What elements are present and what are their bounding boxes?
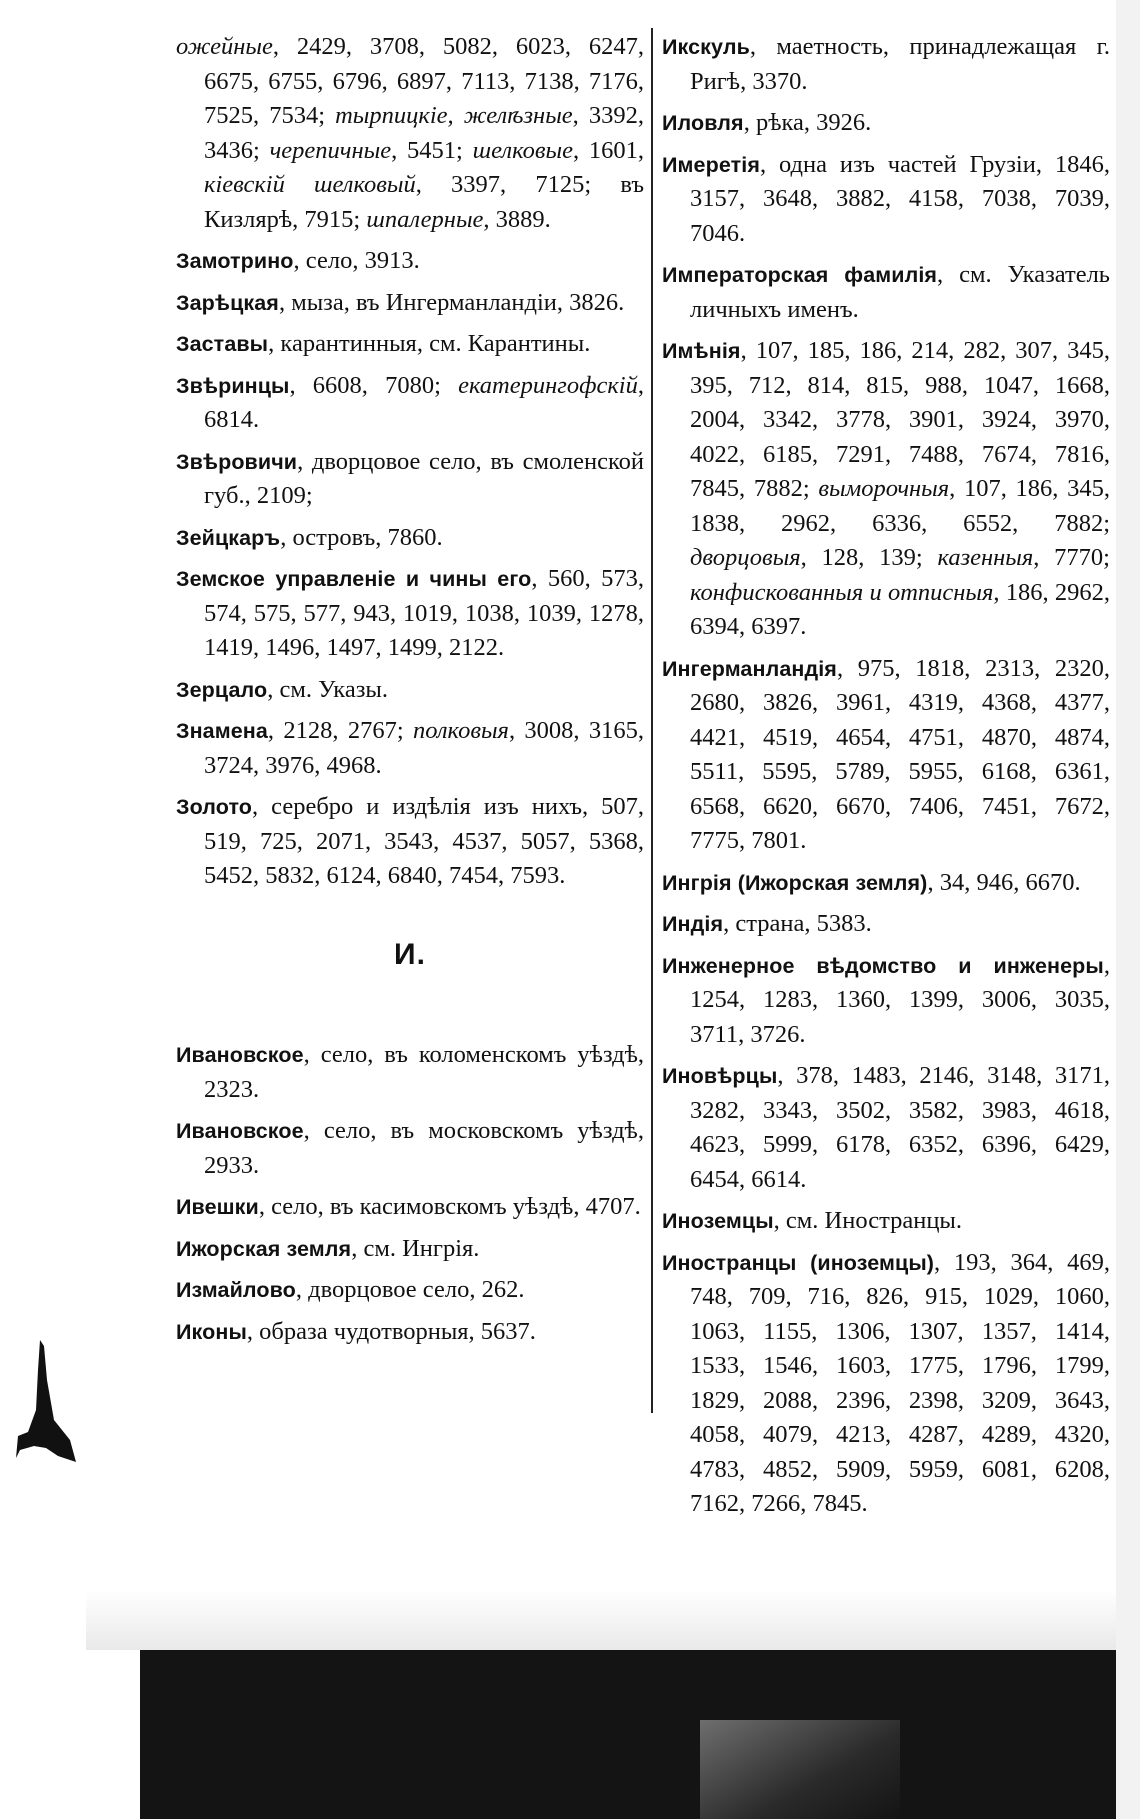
entry-headword: Инженерное вѣдомство и инженеры xyxy=(662,953,1104,978)
entry-headword: Икскуль xyxy=(662,35,750,59)
entry-references: , дворцовое село, 262. xyxy=(295,1276,525,1303)
entry-subterm: шпалерные xyxy=(366,205,484,233)
entry-references: , образа чудотворныя, 5637. xyxy=(246,1317,536,1345)
page-bottom-edge xyxy=(86,1590,1116,1650)
right-column xyxy=(662,30,1110,1529)
entry-subterm: черепичные xyxy=(269,136,392,164)
entry-headword: Заставы xyxy=(176,332,269,356)
entry-headword: Зарѣцкая xyxy=(176,290,279,315)
index-entry xyxy=(176,1114,644,1183)
entry-subterm: шелковые xyxy=(472,136,573,164)
entry-references: , см. Указатель личныхъ именъ. xyxy=(690,261,1110,323)
entry-subterm: ожейные xyxy=(176,33,273,60)
right-entries xyxy=(662,30,1110,1522)
index-entry xyxy=(176,714,644,783)
index-entry xyxy=(662,907,1110,942)
entry-headword: Знамена xyxy=(176,719,268,743)
entry-references: , дворцовое село, въ смоленской губ., 2109; xyxy=(204,447,644,509)
entry-references: , маетность, принадлежащая г. Ригѣ, 3370. xyxy=(690,33,1110,95)
entry-headword: Имеретiя xyxy=(662,152,760,177)
entry-references: , 193, 364, 469, 748, 709, 716, 826, 915, 1029, 1060, 1063, 1155, 1306, 1307, 1357, 1414, 1533, 1546, 1603, 1775, 1796, 1799, 1829, 2088, 2396, 2398, 3209, 3643, 4058, 4079, 4213, 4287, 4289, 4320, 4783, 4852, 5909, 5959, 6081, 6208, 7162, 7266, 7845. xyxy=(690,1248,1110,1517)
entry-subterm: конфискованныя и отписныя xyxy=(690,578,994,606)
index-entry xyxy=(662,949,1110,1053)
entry-references: , село, въ московскомъ уѣздѣ, 2933. xyxy=(204,1117,644,1179)
entry-references: , 6814. xyxy=(204,371,644,433)
index-entry xyxy=(176,1315,644,1350)
entry-headword: Ижорская земля xyxy=(176,1236,352,1261)
entry-headword: Иконы xyxy=(176,1319,247,1344)
entry-references: , 3397, 7125; въ Кизлярѣ, 7915; xyxy=(204,171,644,233)
entry-headword: Зерцало xyxy=(176,677,268,702)
entry-references: , 107, 185, 186, 214, 282, 307, 345, 395, 712, 814, 815, 988, 1047, 1668, 2004, 3342, 3778, 3901, 3924, 3970, 4022, 6185, 7291, 7488, 7674, 7816, 7845, 7882; xyxy=(690,337,1110,502)
entry-references: , 128, 139; xyxy=(800,544,938,571)
index-entry xyxy=(176,327,644,362)
entry-references: , 1254, 1283, 1360, 1399, 3006, 3035, 3711, 3726. xyxy=(690,951,1110,1048)
entry-references: , серебро и издѣлiя изъ нихъ, 507, 519, 725, 2071, 3543, 4537, 5057, 5368, 5452, 5832, 6124, 6840, 7454, 7593. xyxy=(204,793,644,889)
entry-references: , 378, 1483, 2146, 3148, 3171, 3282, 3343, 3502, 3582, 3983, 4618, 4623, 5999, 6178, 6352, 6396, 6429, 6454, 6614. xyxy=(690,1062,1110,1193)
index-entry xyxy=(176,244,644,279)
entry-headword: Звѣровичи xyxy=(176,449,298,474)
entry-references: , одна изъ частей Грузiи, 1846, 3157, 3648, 3882, 4158, 7038, 7039, 7046. xyxy=(690,150,1110,247)
entry-references: , страна, 5383. xyxy=(723,910,872,937)
entry-headword: Иноземцы xyxy=(662,1209,774,1233)
left-entries-after xyxy=(176,1038,644,1349)
entry-references: , 3889. xyxy=(483,205,551,233)
entry-references: , 3008, 3165, 3724, 3976, 4968. xyxy=(204,717,644,779)
section-letter: И. xyxy=(394,937,426,971)
index-entry xyxy=(176,1038,644,1107)
entry-subterm: выморочныя xyxy=(818,475,950,502)
entry-headword: Индiя xyxy=(662,912,724,936)
index-entry xyxy=(176,30,644,237)
entry-references: , мыза, въ Ингерманландiи, 3826. xyxy=(278,288,625,316)
index-entry xyxy=(662,1204,1110,1239)
entry-references: , 3392, 3436; xyxy=(204,102,644,164)
entry-references: , 186, 2962, 6394, 6397. xyxy=(690,578,1110,640)
entry-headword: Измайлово xyxy=(176,1278,296,1302)
entry-references: , село, въ касимовскомъ уѣздѣ, 4707. xyxy=(258,1193,641,1220)
entry-references: , 1601, xyxy=(572,136,645,164)
left-column xyxy=(176,30,644,1356)
entry-headword: Ивановское xyxy=(176,1119,304,1143)
entry-references: , село, 3913. xyxy=(293,247,420,274)
entry-subterm: полковыя xyxy=(412,717,509,744)
entry-headword: Иловля xyxy=(662,111,744,135)
entry-headword: Зейцкаръ xyxy=(176,525,281,550)
index-entry xyxy=(662,334,1110,645)
entry-references: , 7770; xyxy=(1033,544,1110,571)
entry-references: , 5451; xyxy=(391,136,473,164)
entry-subterm: тырпицкie, желѣзные xyxy=(335,102,573,129)
index-entry xyxy=(662,866,1110,901)
index-entry xyxy=(176,369,644,438)
right-gutter xyxy=(1116,0,1140,1819)
entry-references: , см. Указы. xyxy=(267,675,388,703)
index-entry xyxy=(176,1232,644,1267)
column-divider xyxy=(651,28,653,1413)
index-entry xyxy=(176,521,644,556)
entry-subterm: екатерингофскiй xyxy=(458,371,638,399)
entry-subterm: дворцовыя xyxy=(690,544,801,571)
entry-headword: Золото xyxy=(176,795,253,819)
entry-headword: Звѣринцы xyxy=(176,373,290,398)
entry-subterm: казенныя xyxy=(937,544,1034,571)
index-entry xyxy=(176,1190,644,1225)
entry-headword: Иностранцы (иноземцы) xyxy=(662,1250,935,1275)
entry-references: , 34, 946, 6670. xyxy=(927,868,1081,896)
index-entry xyxy=(176,286,644,321)
entry-headword: Императорская фамилiя xyxy=(662,263,938,287)
index-entry xyxy=(176,1273,644,1308)
entry-headword: Замотрино xyxy=(176,249,294,273)
left-entries xyxy=(176,30,644,894)
index-entry xyxy=(176,445,644,514)
entry-references: , 6608, 7080; xyxy=(289,371,459,399)
entry-references: , 2429, 3708, 5082, 6023, 6247, 6675, 6755, 6796, 6897, 7113, 7138, 7176, 7525, 7534; xyxy=(204,33,644,129)
entry-references: , см. Ингрiя. xyxy=(351,1234,480,1262)
entry-references: , 2128, 2767; xyxy=(267,717,413,744)
entry-headword: Иновѣрцы xyxy=(662,1064,778,1088)
entry-headword: Ингерманландiя xyxy=(662,656,837,681)
index-entry xyxy=(662,652,1110,859)
entry-headword: Имѣнiя xyxy=(662,339,741,363)
entry-headword: Земское управленiе и чины его xyxy=(176,567,532,591)
page-fold-shadow xyxy=(700,1720,900,1819)
entry-references: , 560, 573, 574, 575, 577, 943, 1019, 1038, 1039, 1278, 1419, 1496, 1497, 1499, 2122. xyxy=(204,565,644,661)
index-entry xyxy=(662,30,1110,99)
entry-references: , 975, 1818, 2313, 2320, 2680, 3826, 3961, 4319, 4368, 4377, 4421, 4519, 4654, 4751, 4870, 4874, 5511, 5595, 5789, 5955, 6168, 6361, 6568, 6620, 6670, 7406, 7451, 7672, 7775, 7801. xyxy=(690,654,1110,854)
entry-references: , островъ, 7860. xyxy=(280,523,443,551)
index-entry xyxy=(662,1059,1110,1197)
index-entry xyxy=(662,148,1110,252)
index-entry xyxy=(662,106,1110,141)
entry-headword: Ивановское xyxy=(176,1043,304,1067)
scan-artifact-mark xyxy=(14,1340,84,1470)
index-entry xyxy=(176,673,644,708)
entry-headword: Ингрiя (Ижорская земля) xyxy=(662,870,928,895)
entry-subterm: кiевскiй шелковый xyxy=(204,171,416,198)
index-entry xyxy=(662,258,1110,327)
entry-references: , карантинныя, см. Карантины. xyxy=(268,330,591,357)
entry-references: , рѣка, 3926. xyxy=(743,109,872,136)
index-entry xyxy=(176,562,644,666)
entry-references: , село, въ коломенскомъ уѣздѣ, 2323. xyxy=(204,1041,644,1103)
entry-headword: Ивешки xyxy=(176,1195,259,1219)
entry-references: , см. Иностранцы. xyxy=(773,1207,963,1234)
index-entry xyxy=(176,790,644,894)
scan-background-dark xyxy=(140,1650,1116,1819)
index-entry xyxy=(662,1246,1110,1522)
entry-references: , 107, 186, 345, 1838, 2962, 6336, 6552, 7882; xyxy=(690,475,1111,537)
